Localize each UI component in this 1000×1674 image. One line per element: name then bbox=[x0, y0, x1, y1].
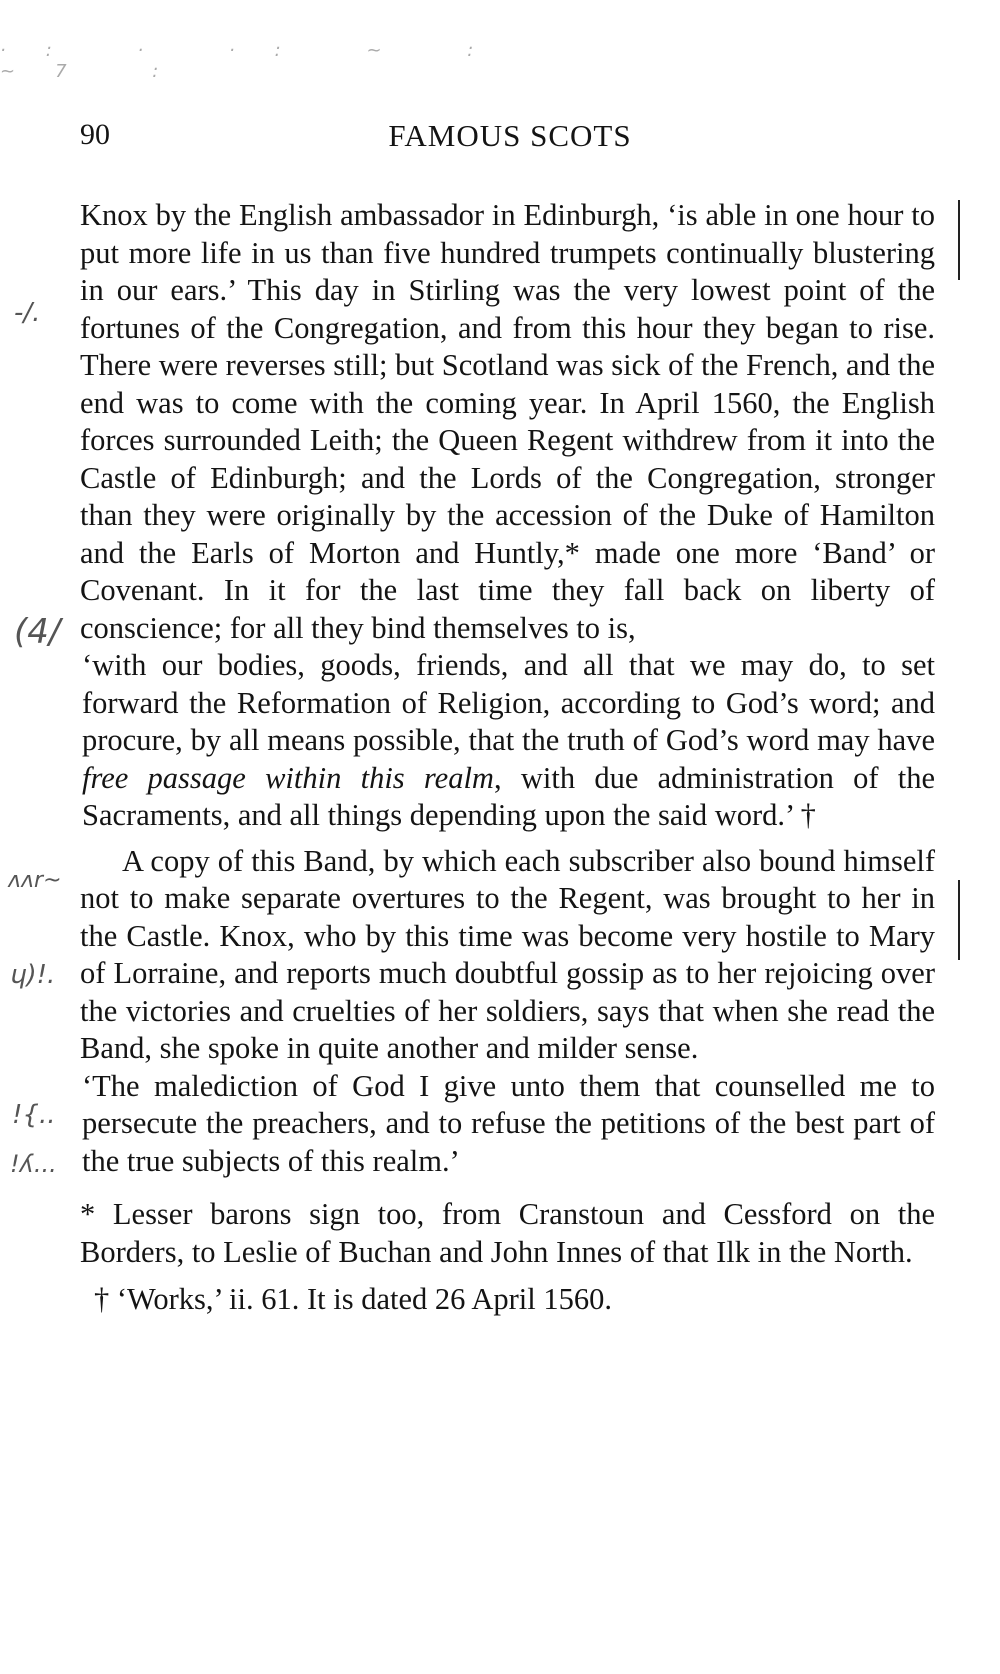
quote-italic-text: free passage within this realm bbox=[82, 760, 494, 795]
scan-marks: ·: · ·: ~ : ~7 : bbox=[0, 40, 514, 82]
margin-scribble: (4/ bbox=[14, 612, 61, 652]
margin-scribble: ɥ)!. bbox=[10, 960, 56, 990]
paragraph: Knox by the English ambassador in Edinburgh, ‘is able in one hour to put more life in us than five hundred trumpets continually blustering in our ears.’ This day in Stirling was the very lowest point of the fortunes of the Congregation, and from this hour they began to rise. There were reverses still; but Scotland was sick of the French, and the end was to come with the coming year. In April 1560, the English forces surrounded Leith; the Queen Regent withdrew from it into the Castle of Edinburgh; and the Lords of the Congregation, stronger than they were originally by the accession of the Duke of Hamilton and the Earls of Morton and Huntly,* made one more ‘Band’ or Covenant. In it for the last time they fall back on liberty of conscience; for all they bind themselves to is, bbox=[80, 198, 935, 645]
quote-text: ‘with our bodies, goods, friends, and all that we may do, to set forward the Reformation of Religion, according to God’s word; and procure, by all means possible, that the truth of God’s word may have bbox=[82, 648, 935, 757]
block-quote bbox=[80, 647, 935, 835]
margin-scribble: !{.. bbox=[12, 1100, 56, 1130]
margin-scribble: !ʎ... bbox=[10, 1150, 57, 1178]
running-title: FAMOUS SCOTS bbox=[388, 118, 632, 153]
block-quote: ‘The malediction of God I give unto them that counselled me to persecute the preachers, and to refuse the petitions of the best part of the true subjects of this realm.’ bbox=[82, 1068, 935, 1178]
page-number: 90 bbox=[80, 118, 110, 151]
paragraph: A copy of this Band, by which each subscriber also bound himself not to make separate overtures to the Regent, was brought to her in the Castle. Knox, who by this time was become very hostile to Mary of Lorraine, and reports much doubtful gossip as to her rejoicing over the victories and cruelties of her soldiers, says that when she read the Band, she spoke in quite another and milder sense. bbox=[80, 843, 935, 1065]
running-header bbox=[80, 118, 940, 158]
margin-scribble: -/. bbox=[14, 298, 41, 328]
margin-bracket-line bbox=[958, 200, 960, 280]
page-body bbox=[80, 197, 935, 1319]
footnote: * Lesser barons sign too, from Cranstoun and Cessford on the Borders, to Leslie of Buchan and John Innes of that Ilk in the North. bbox=[80, 1197, 935, 1269]
quote-text: , with due administration of the Sacraments, and all things depending upon the said word.’ † bbox=[82, 760, 936, 832]
footnote: † ‘Works,’ ii. 61. It is dated 26 April 1560. bbox=[94, 1282, 612, 1316]
margin-scribble: ʌʌr~ bbox=[8, 868, 62, 893]
margin-bracket-line bbox=[958, 880, 960, 960]
